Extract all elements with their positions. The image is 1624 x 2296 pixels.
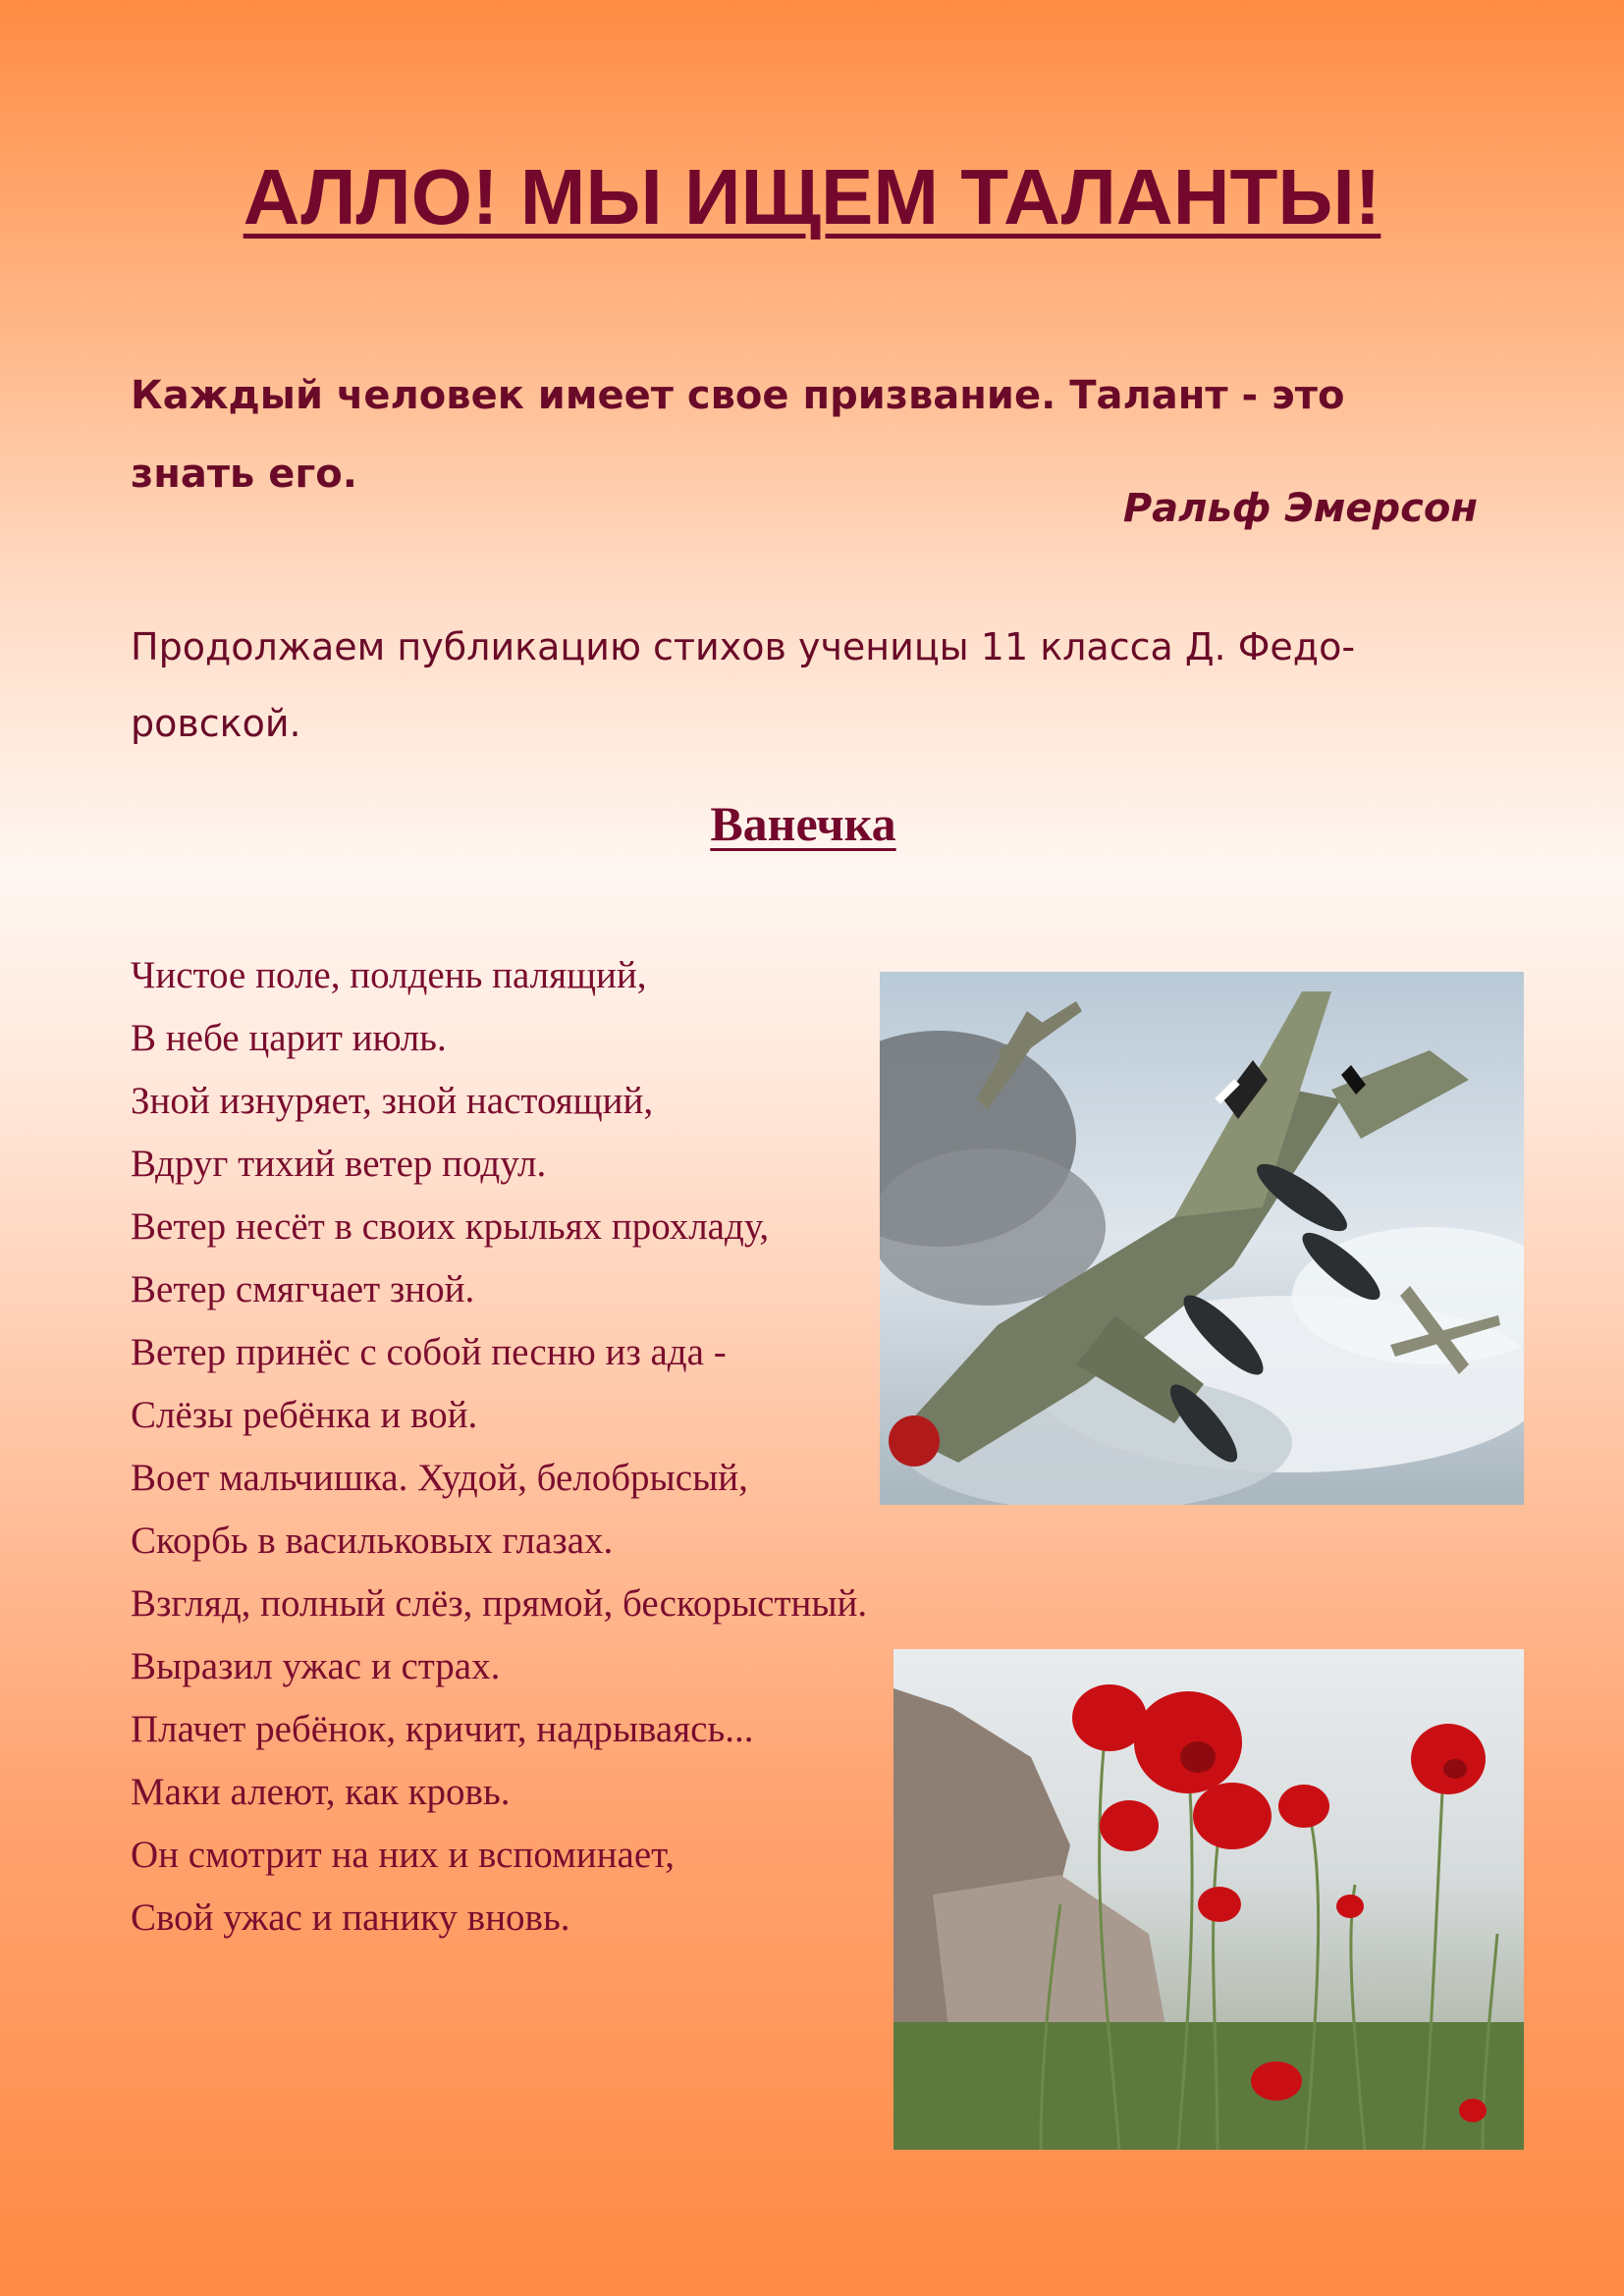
poem-line: Маки алеют, как кровь. — [131, 1771, 511, 1813]
poem-line: Взгляд, полный слёз, прямой, бескорыстный. — [131, 1582, 868, 1625]
epigraph-line-1: Каждый человек имеет свое призвание. Талант - это — [131, 373, 1345, 418]
poem-line: Ветер смягчает зной. — [131, 1268, 475, 1310]
warplane-illustration — [880, 972, 1524, 1505]
poem-line: Ветер несёт в своих крыльях прохладу, — [131, 1205, 770, 1248]
poppies-photo — [893, 1649, 1524, 2150]
poem-title: Ванечка — [710, 796, 896, 851]
poem-line: Вдруг тихий ветер подул. — [131, 1143, 547, 1185]
epigraph-line-2: знать его. — [131, 452, 357, 497]
page-title: АЛЛО! МЫ ИЩЕМ ТАЛАНТЫ! — [243, 153, 1381, 240]
poem-line: Скорбь в васильковых глазах. — [131, 1520, 614, 1562]
intro-line-1: Продолжаем публикацию стихов ученицы 11 класса Д. Федо- — [131, 625, 1356, 668]
intro-text — [131, 609, 1525, 762]
poem-line: Выразил ужас и страх. — [131, 1645, 501, 1687]
epigraph-author: Ральф Эмерсон — [1122, 486, 1478, 531]
poem-line: Свой ужас и панику вновь. — [131, 1896, 570, 1939]
poem-line: Воет мальчишка. Худой, белобрысый, — [131, 1457, 748, 1499]
intro-line-2: ровской. — [131, 702, 301, 745]
poem-line: Плачет ребёнок, кричит, надрываясь... — [131, 1708, 754, 1750]
poem-line: Зной изнуряет, зной настоящий, — [131, 1080, 654, 1122]
poem-line: Чистое поле, полдень палящий, — [131, 954, 647, 996]
poem-line: В небе царит июль. — [131, 1017, 447, 1059]
poem-line: Слёзы ребёнка и вой. — [131, 1394, 478, 1436]
poem-line: Он смотрит на них и вспоминает, — [131, 1834, 676, 1876]
poem-line: Ветер принёс с собой песню из ада - — [131, 1331, 727, 1373]
